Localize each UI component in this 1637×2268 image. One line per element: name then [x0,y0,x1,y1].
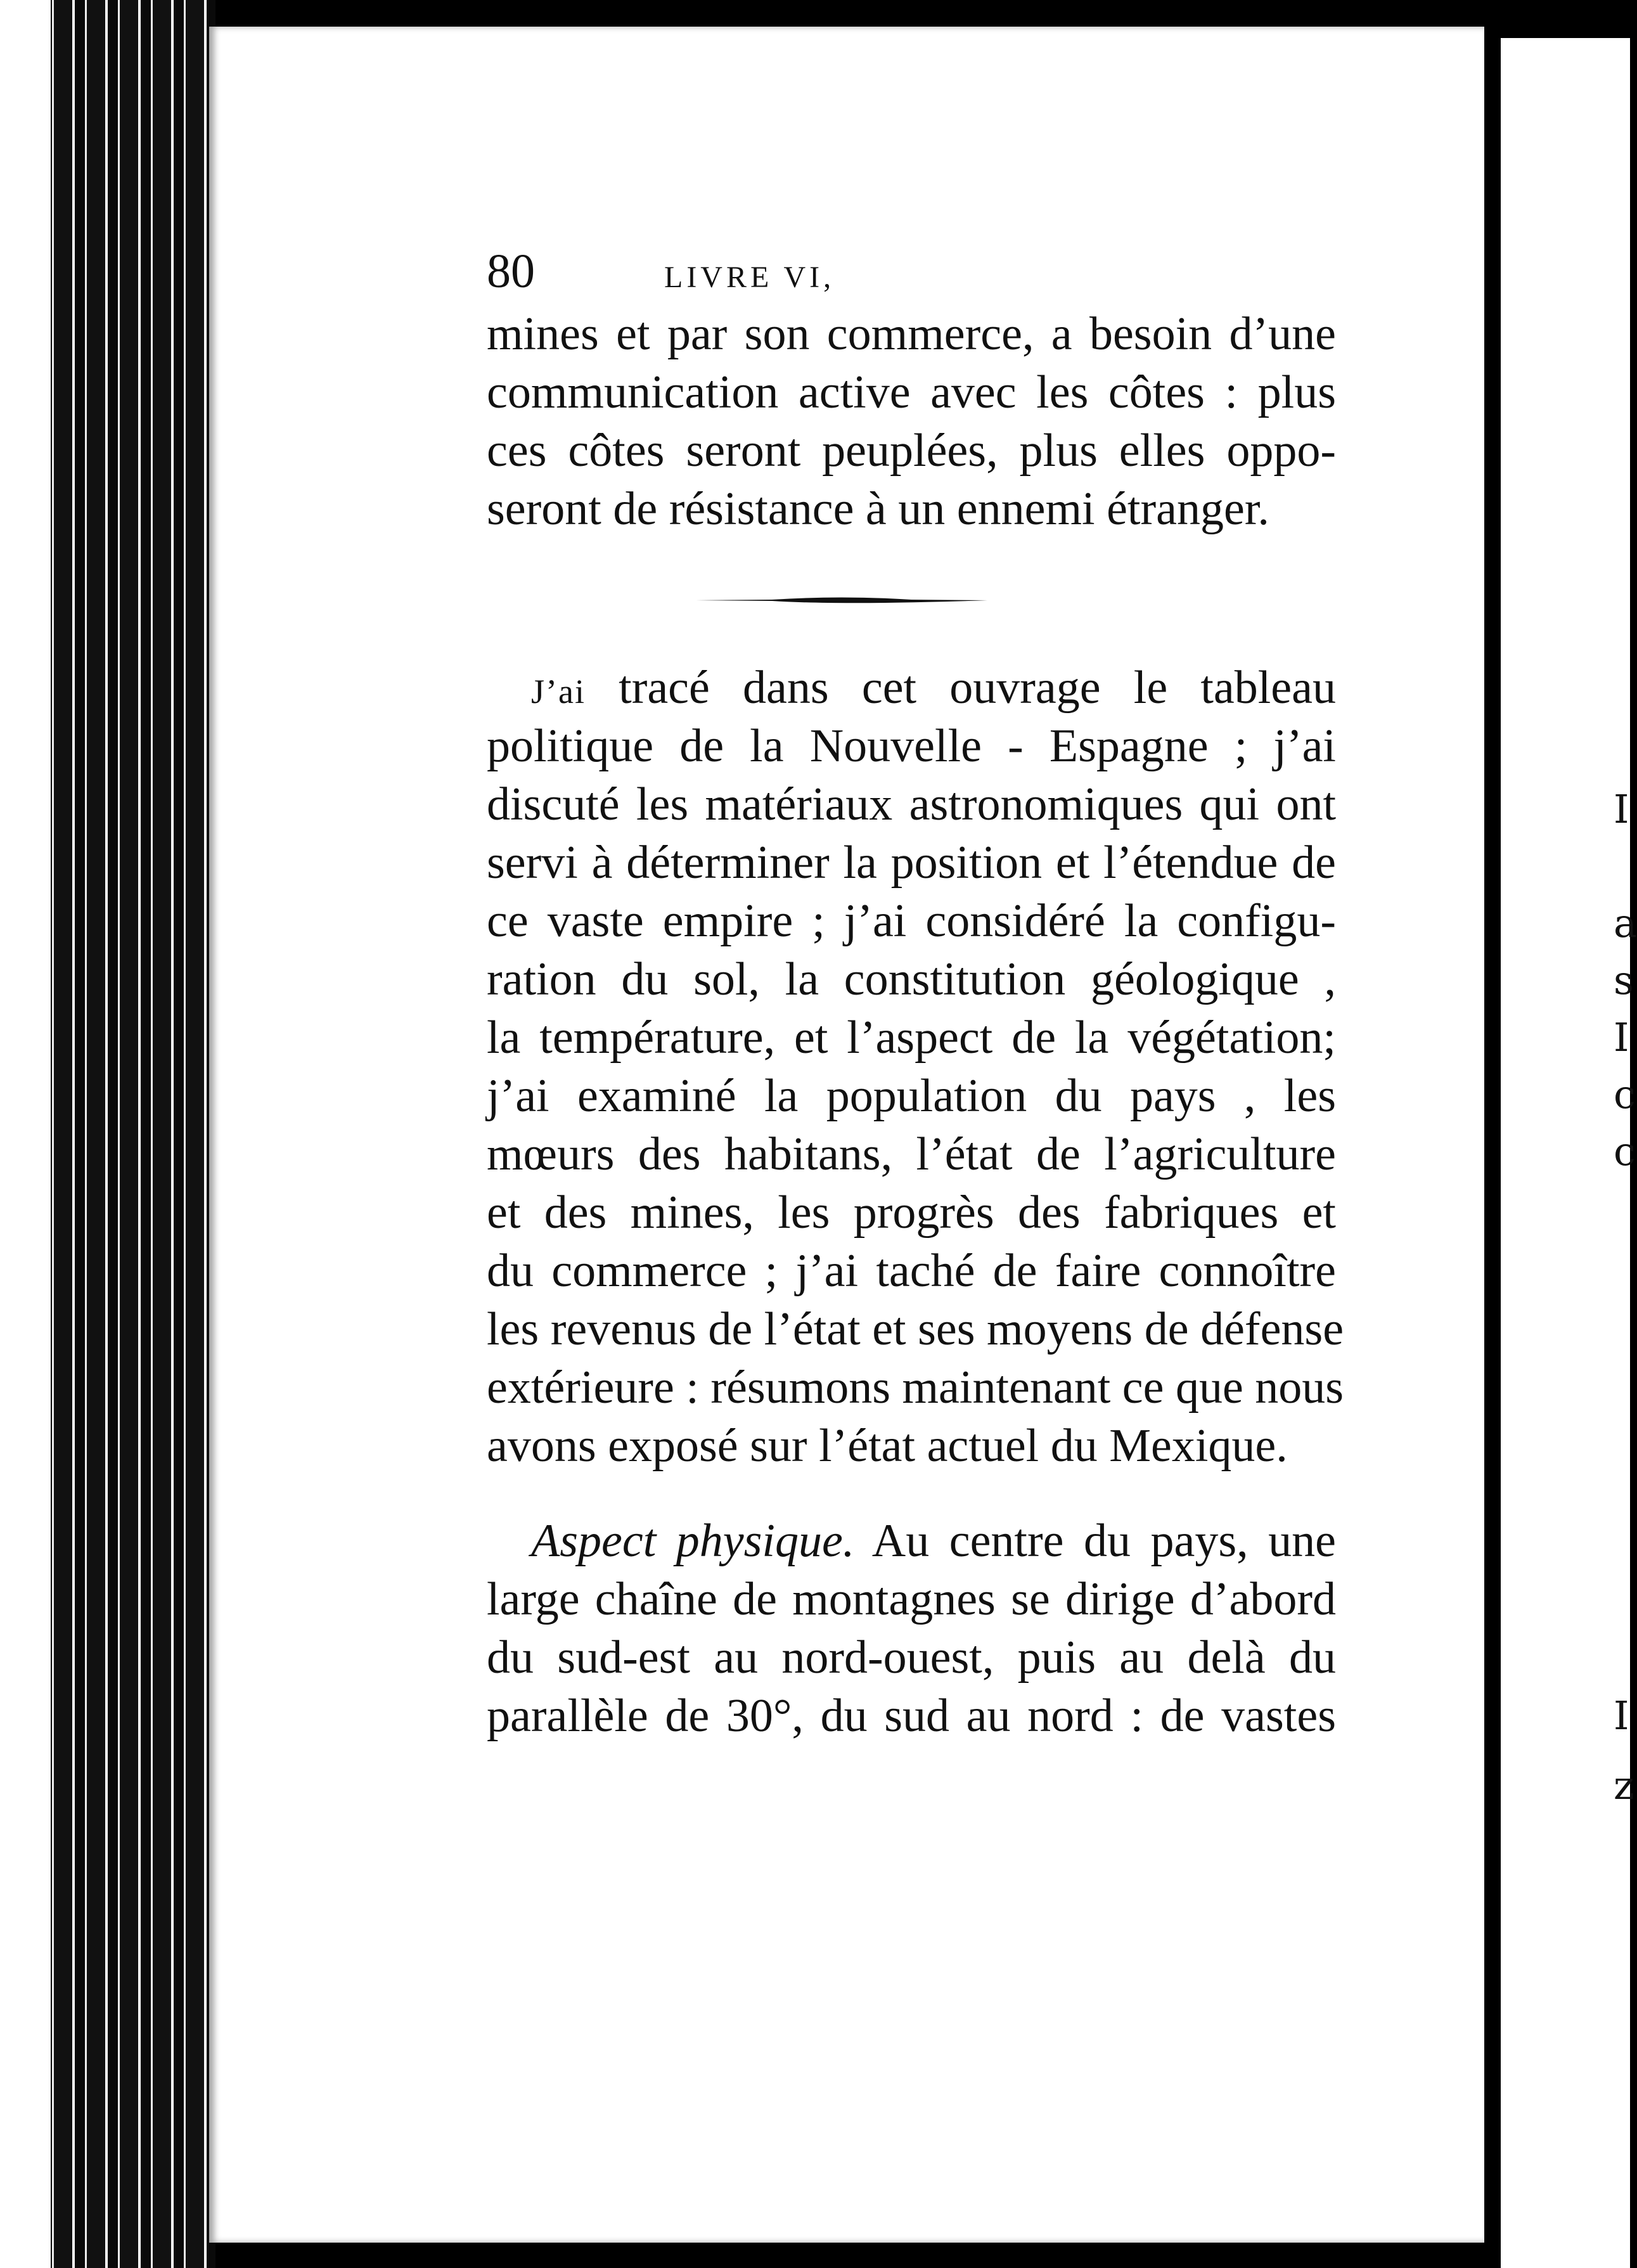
text-line: extérieure : résumons maintenant ce que nous [487,1362,1344,1414]
text-line: j’ai examiné la population du pays , les [487,1070,1336,1122]
paragraph-continuation [487,305,1336,538]
text-line: discuté les matériaux astronomiques qui ont [487,778,1336,830]
text-line: mines et par son commerce, a besoin d’une [487,308,1336,360]
text-line: ration du sol, la constitution géologique , [487,953,1336,1005]
line-rest: Au centre du pays, une [854,1515,1337,1567]
running-title: LIVRE VI, [664,261,835,294]
italic-heading: Aspect physique. [531,1515,855,1567]
text-line: et des mines, les progrès des fabriques et [487,1187,1336,1239]
text-line: du commerce ; j’ai taché de faire connoître [487,1245,1336,1297]
section-divider [487,538,1336,659]
facing-page-fragment: c [1614,1071,1636,1118]
page-gutter [1484,0,1501,2268]
line-rest: tracé dans cet ouvrage le tableau [585,662,1336,714]
paragraph-summary [487,659,1344,1475]
text-line: les revenus de l’état et ses moyens de défense [487,1303,1344,1355]
text-line: la température, et l’aspect de la végétation; [487,1012,1336,1064]
text-line: large chaîne de montagnes se dirige d’abord [487,1573,1336,1625]
text-line: ces côtes seront peuplées, plus elles oppo- [487,425,1336,477]
text-line: du sud-est au nord-ouest, puis au delà du [487,1632,1336,1684]
text-line: seront de résistance à un ennemi étranger. [487,483,1269,535]
opening-small-caps: J’ai [531,673,586,711]
text-line: ce vaste empire ; j’ai considéré la configu- [487,895,1336,947]
text-line [487,1512,1336,1570]
facing-page-fragment: I [1614,1014,1629,1060]
page-text [487,244,1344,1745]
text-line: mœurs des habitans, l’état de l’agriculture [487,1128,1336,1180]
facing-page-fragment: s [1614,957,1634,1003]
paragraph-aspect-physique [487,1512,1336,1745]
facing-page-fragment: z [1614,1762,1634,1808]
facing-page-fragment: a [1614,900,1637,946]
ornament-rule [696,595,987,605]
text-line: servi à déterminer la position et l’étendue de [487,837,1336,889]
text-line: politique de la Nouvelle - Espagne ; j’ai [487,720,1336,772]
paragraph-gap [487,1475,1336,1512]
facing-page-fragment: c [1614,1128,1636,1175]
page-header [487,244,1336,305]
text-line: communication active avec les côtes : plus [487,366,1336,418]
text-line [487,659,1336,717]
facing-page-fragment: I [1614,786,1629,832]
facing-page-fragment: I [1614,1692,1629,1739]
text-line: avons exposé sur l’état actuel du Mexique. [487,1420,1288,1472]
facing-page-edge [1501,38,1637,2268]
page-number: 80 [487,245,535,298]
text-line: parallèle de 30°, du sud au nord : de vastes [487,1690,1336,1742]
scan-margin [0,0,51,2268]
